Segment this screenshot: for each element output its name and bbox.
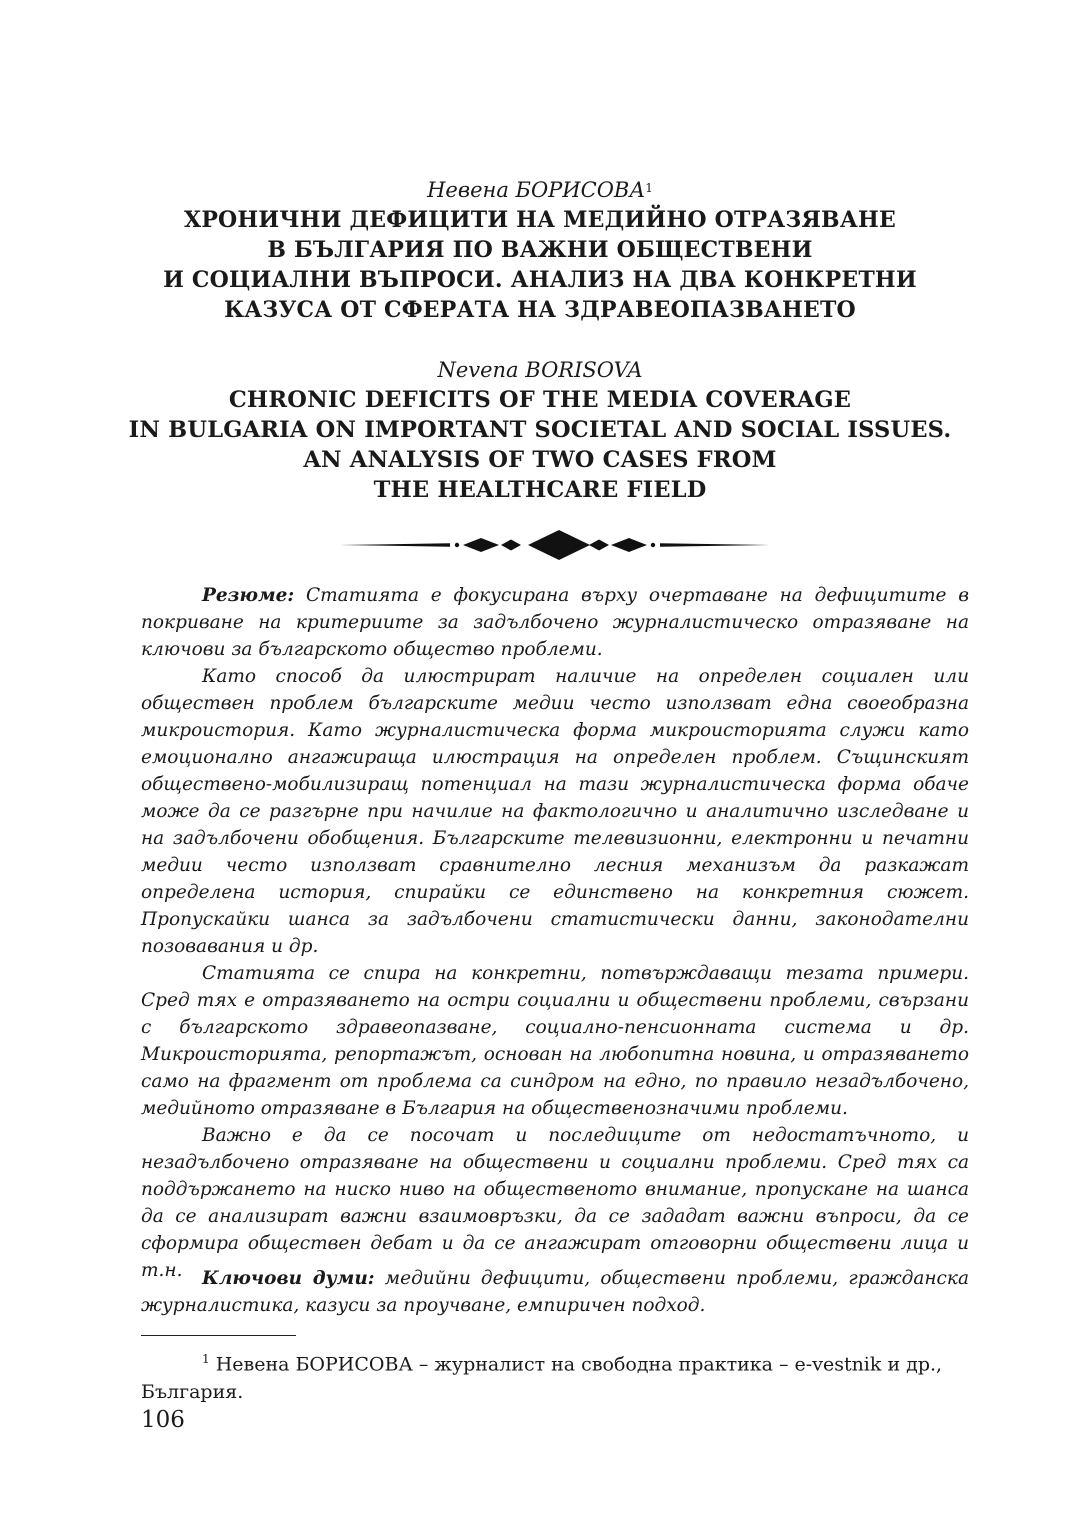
title-bg-line-3: И СОЦИАЛНИ ВЪПРОСИ. АНАЛИЗ НА ДВА КОНКРЕТНИ (163, 267, 917, 293)
keywords-text: медийни дефицити, обществени проблеми, гражданска журналистика, казуси за проучване, емпиричен подход. (141, 1268, 969, 1316)
ornament-left-rule (340, 543, 450, 546)
ornament-right-rule (660, 543, 770, 546)
ornament-left-dot (455, 543, 459, 547)
ornament-right-diamond-1 (611, 538, 647, 552)
title-en-line-4: THE HEALTHCARE FIELD (373, 477, 707, 503)
footnote-mark: 1 (202, 1352, 210, 1366)
author-bg-name: Невена БОРИСОВА (427, 178, 646, 202)
footnote-reference[interactable]: 1 (645, 181, 653, 195)
page-number: 106 (141, 1407, 185, 1433)
footnote (141, 1345, 969, 1406)
author-bg (0, 175, 1080, 205)
keywords (141, 1265, 969, 1319)
ornament-right-diamond-2 (589, 540, 609, 551)
abstract-paragraph-1-text: Статията е фокусирана върху очертаване на дефицитите в покриване на критериите за задълбочено журналистическо отразяване на ключови за българското общество проблеми. (141, 585, 969, 660)
abstract-paragraph-1 (141, 582, 969, 663)
title-bg-line-1: ХРОНИЧНИ ДЕФИЦИТИ НА МЕДИЙНО ОТРАЗЯВАНЕ (184, 207, 896, 233)
author-en: Nevena BORISOVA (437, 358, 643, 382)
abstract-paragraph-4: Важно е да се посочат и последиците от недостатъчното, и незадълбочено отразяване на обществени и социални проблеми. Сред тях са поддържането на ниско ниво на общественото внимание, пропускане на шанса да се анализират важни взаимовръзки, да се зададат важни въпроси, да се сформира обществен дебат и да се ангажират отговорни обществени лица и т.н. (141, 1125, 969, 1281)
decorative-divider-ornament (340, 529, 770, 561)
bulgarian-header (0, 175, 1080, 325)
title-en-line-2: IN BULGARIA ON IMPORTANT SOCIETAL AND SOCIAL ISSUES. (128, 417, 952, 443)
abstract-label: Резюме: (202, 585, 295, 606)
footnote-separator (141, 1335, 296, 1336)
title-en-line-3: AN ANALYSIS OF TWO CASES FROM (303, 447, 777, 473)
ornament-right-dot (651, 543, 655, 547)
ornament-left-diamond-2 (501, 540, 521, 551)
footnote-line-1-text: Невена БОРИСОВА – журналист на свободна практика – e-vestnik и др., (215, 1353, 943, 1376)
ornament-left-diamond-1 (463, 538, 499, 552)
keywords-label: Ключови думи: (202, 1268, 375, 1289)
ornament-center-diamond (528, 530, 590, 560)
title-bg-line-4: КАЗУСА ОТ СФЕРАТА НА ЗДРАВЕОПАЗВАНЕТО (224, 297, 856, 323)
english-header (0, 355, 1080, 505)
abstract-paragraph-2: Като способ да илюстрират наличие на определен социален или обществен проблем българските медии често използват една своеобразна микроистория. Като журналистическа форма микроисторията служи като емоционално ангажираща илюстрация на определен проблем. Същинският обществено-мобилизиращ потенциал на тази журналистическа форма обаче може да се разгърне при начилие на фактологично и аналитично изследване и на задълбочени обобщения. Българските телевизионни, електронни и печатни медии често използват сравнително лесния механизъм да разкажат определена история, спирайки се единствено на конкретния сюжет. Пропускайки шанса за задълбочени статистически данни, законодателни позовавания и др. (141, 666, 969, 957)
footnote-line-2: България. (141, 1381, 244, 1404)
title-bg-line-2: В БЪЛГАРИЯ ПО ВАЖНИ ОБЩЕСТВЕНИ (267, 237, 813, 263)
abstract-paragraph-3: Статията се спира на конкретни, потвърждаващи тезата примери. Сред тях е отразяването на остри социални и обществени проблеми, свързани с българското здравеопазване, социално-пенсионната система и др. Микроисторията, репортажът, основан на любопитна новина, и отразяването само на фрагмент от проблема са синдром на едно, по правило незадълбочено, медийното отразяване в България на общественозначими проблеми. (141, 963, 969, 1119)
title-en-line-1: CHRONIC DEFICITS OF THE MEDIA COVERAGE (228, 387, 852, 413)
keywords-paragraph (141, 1265, 969, 1319)
abstract (141, 582, 969, 1284)
footnote-line-1 (141, 1345, 969, 1378)
